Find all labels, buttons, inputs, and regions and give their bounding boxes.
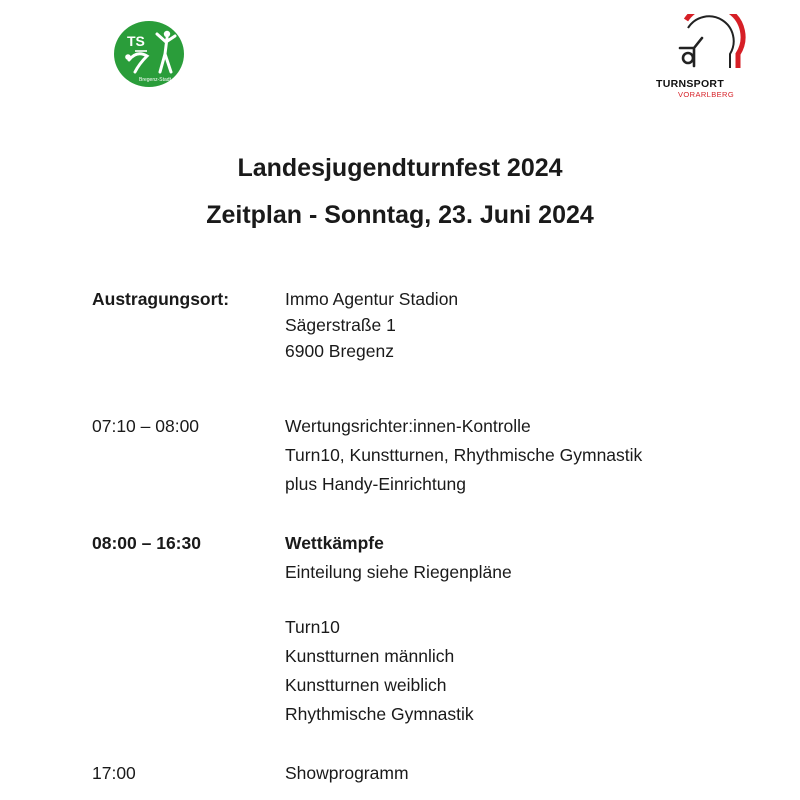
schedule-line: plus Handy-Einrichtung: [285, 474, 466, 494]
ts-bregenz-logo: [113, 20, 185, 88]
schedule-line: Wertungsrichter:innen-Kontrolle: [285, 416, 531, 436]
discipline-item: Turn10: [285, 617, 340, 637]
venue-line: Sägerstraße 1: [285, 315, 396, 335]
venue-line: Immo Agentur Stadion: [285, 289, 459, 309]
page-subtitle: Zeitplan - Sonntag, 23. Juni 2024: [206, 201, 594, 229]
logo-ts-letters: TS: [127, 33, 145, 49]
schedule-time: 08:00 – 16:30: [92, 533, 201, 553]
turnsport-arc-icon: [650, 14, 750, 78]
discipline-item: Kunstturnen männlich: [285, 646, 455, 666]
page-title: Landesjugendturnfest 2024: [237, 154, 563, 182]
turnsport-vorarlberg-logo: [650, 14, 750, 100]
discipline-item: Kunstturnen weiblich: [285, 675, 447, 695]
venue-line: 6900 Bregenz: [285, 341, 394, 361]
schedule-time: 17:00: [92, 763, 136, 783]
discipline-item: Rhythmische Gymnastik: [285, 704, 474, 724]
schedule-heading: Wettkämpfe: [285, 533, 384, 553]
logo-vorarlberg-text: VORARLBERG: [678, 90, 735, 99]
schedule-line: Turn10, Kunstturnen, Rhythmische Gymnastik: [285, 445, 643, 465]
logo-turnsport-text: TURNSPORT: [656, 78, 725, 90]
venue-label: Austragungsort:: [92, 289, 230, 309]
schedule-time: 07:10 – 08:00: [92, 416, 200, 436]
logo-ts-subtext: Bregenz-Stadt: [139, 77, 171, 83]
schedule-line: Showprogramm: [285, 763, 409, 783]
ts-bregenz-stadt-logo-icon: [113, 20, 185, 88]
schedule-line: Einteilung siehe Riegenpläne: [285, 562, 512, 582]
